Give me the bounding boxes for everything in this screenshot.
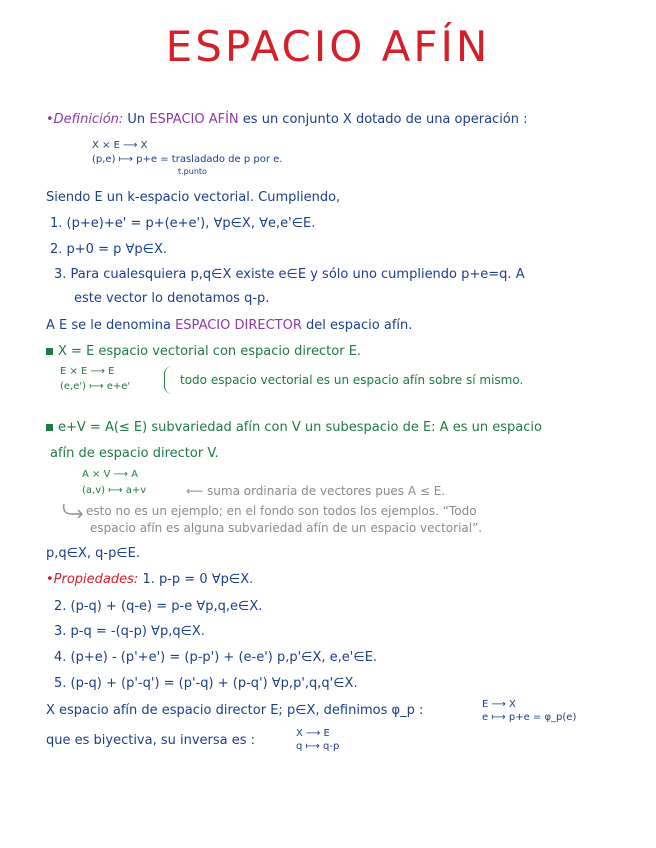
example-1-bullet-icon bbox=[46, 348, 53, 355]
phi-map-2: e ⟼ p+e = φ_p(e) bbox=[482, 712, 577, 723]
definition-bullet: • bbox=[46, 112, 54, 127]
property-1: 1. p-p = 0 ∀p∈X. bbox=[142, 572, 254, 587]
axiom-3a: 3. Para cualesquiera p,q∈X existe e∈E y sólo uno cumpliendo p+e=q. A bbox=[54, 267, 525, 282]
example-1-text: X = E espacio vectorial con espacio director E. bbox=[58, 344, 362, 359]
phi-map-1: E ⟶ X bbox=[482, 699, 516, 710]
director-text-1: A E se le denomina bbox=[46, 318, 171, 333]
property-3: 3. p-q = -(q-p) ∀p,q∈X. bbox=[54, 624, 205, 639]
property-5: 5. (p-q) + (p'-q') = (p'-q) + (p-q') ∀p,p',q,q'∈X. bbox=[54, 676, 358, 691]
operation-map-1: X × E ⟶ X bbox=[92, 140, 148, 151]
example-2-map-1: A × V ⟶ A bbox=[82, 469, 138, 480]
example-1-note: todo espacio vectorial es un espacio afín sobre sí mismo. bbox=[180, 373, 524, 387]
property-2: 2. (p-q) + (q-e) = p-e ∀p,q,e∈X. bbox=[54, 599, 263, 614]
example-2-map-2: (a,v) ⟼ a+v bbox=[82, 485, 147, 496]
inverse-map-2: q ⟼ q-p bbox=[296, 741, 340, 752]
definition-label: Definición: bbox=[53, 112, 124, 127]
axiom-3b: este vector lo denotamos q-p. bbox=[74, 291, 270, 306]
pq-line: p,q∈X, q-p∈E. bbox=[46, 546, 140, 561]
properties-label: Propiedades: bbox=[53, 572, 139, 587]
vector-space-line: Siendo E un k-espacio vectorial. Cumpliendo, bbox=[46, 190, 341, 205]
director-line bbox=[46, 318, 412, 334]
example-2-line-1: e+V = A(≤ E) subvariedad afín con V un subespacio de E: A es un espacio bbox=[58, 420, 542, 435]
properties-line bbox=[46, 572, 253, 588]
example-2 bbox=[46, 420, 542, 436]
final-line-1: X espacio afín de espacio director E; p∈X, definimos φ_p : bbox=[46, 703, 424, 718]
example-2-bullet-icon bbox=[46, 424, 53, 431]
example-2-line-2: afín de espacio director V. bbox=[50, 446, 219, 461]
property-4: 4. (p+e) - (p'+e') = (p-p') + (e-e') p,p'∈X, e,e'∈E. bbox=[54, 650, 378, 665]
definition-line bbox=[46, 112, 528, 128]
gray-comment-1: esto no es un ejemplo; en el fondo son todos los ejemplos. “Todo bbox=[86, 504, 477, 518]
axiom-2: 2. p+0 = p ∀p∈X. bbox=[50, 242, 167, 257]
example-1 bbox=[46, 344, 361, 360]
axiom-1: 1. (p+e)+e' = p+(e+e'), ∀p∈X, ∀e,e'∈E. bbox=[50, 216, 316, 231]
example-1-map-1: E × E ⟶ E bbox=[60, 366, 115, 377]
curved-arrow-icon bbox=[60, 502, 86, 518]
gray-comment-2: espacio afín es alguna subvariedad afín de un espacio vectorial”. bbox=[90, 521, 483, 535]
example-1-map-2: (e,e') ⟼ e+e' bbox=[60, 381, 131, 392]
final-line-2: que es biyectiva, su inversa es : bbox=[46, 733, 256, 748]
operation-note: t.punto bbox=[178, 167, 207, 176]
definition-text-2: es un conjunto X dotado de una operación : bbox=[242, 112, 528, 127]
director-term: ESPACIO DIRECTOR bbox=[175, 318, 302, 333]
operation-map-2: (p,e) ⟼ p+e = trasladado de p por e. bbox=[92, 154, 283, 165]
director-text-2: del espacio afín. bbox=[306, 318, 413, 333]
properties-bullet: • bbox=[46, 572, 54, 587]
brace-icon bbox=[164, 366, 175, 394]
inverse-map-1: X ⟶ E bbox=[296, 728, 330, 739]
definition-text-1: Un bbox=[127, 112, 146, 127]
example-2-note: ⟵ suma ordinaria de vectores pues A ≤ E. bbox=[186, 484, 446, 498]
definition-term: ESPACIO AFÍN bbox=[149, 112, 239, 127]
page-title: ESPACIO AFÍN bbox=[165, 22, 491, 71]
